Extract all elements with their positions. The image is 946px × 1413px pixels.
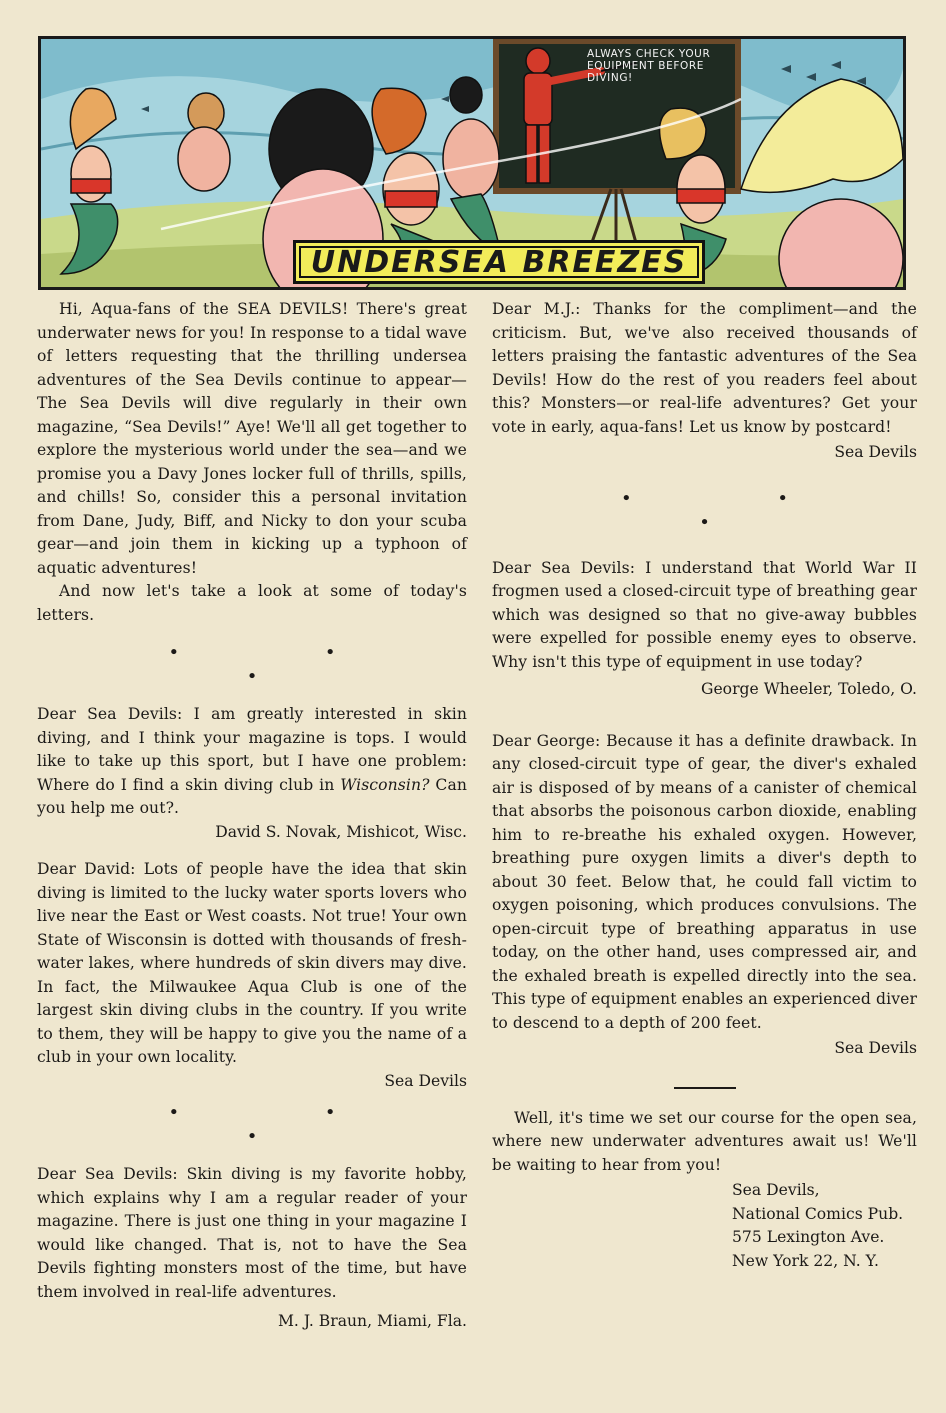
- signature-novak: David S. Novak, Mishicot, Wisc.: [215, 822, 467, 841]
- separator-stars: • • •: [621, 487, 858, 533]
- address-line: National Comics Pub.: [732, 1204, 904, 1223]
- separator-stars: • • •: [168, 1102, 406, 1147]
- reply-george: Dear George: Because it has a definite drawback. In any closed-circuit type of gear, the diver's exhaled air is disposed of by means of a canister of chemical that absorbs the poisonous carbon dioxide, enabling him to re-breathe his exhaled oxygen. However, breathing pure oxygen limits a diver's depth to about 30 feet. Below that, he could fall victim to oxygen poisoning, which produces convulsions. The open-circuit type of breathing apparatus in use today, on the other hand, uses compressed air, and the exhaled breath is expelled directly into the sea. This type of equipment enables an experienced diver to descend to a depth of 200 feet.: [492, 731, 917, 1032]
- intro-closing-paragraph: And now let's take a look at some of today's letters.: [37, 582, 467, 624]
- separator-stars: • • •: [168, 642, 406, 687]
- intro-paragraph: Hi, Aqua-fans of the SEA DEVILS! There's great underwater news for you! In response to a tidal wave of letters requesting that the thrilling undersea adventures of the Sea Devils continue to appear—The Sea Devils will dive regularly in their own magazine, “Sea Devils!” Aye! We'll all get together to explore the mysterious world under the sea—and we promise you a Davy Jones locker full of thrills, spills, and chills! So, consider this a personal invitation from Dane, Judy, Biff, and Nicky to don your scuba gear—and join them in kicking up a typhoon of aquatic adventures!: [37, 300, 467, 577]
- address-line: New York 22, N. Y.: [732, 1251, 879, 1270]
- signature-sea-devils: Sea Devils: [834, 1039, 917, 1057]
- header-illustration-panel: [38, 36, 906, 290]
- signature-braun: M. J. Braun, Miami, Fla.: [277, 1312, 467, 1330]
- letter-braun: Dear Sea Devils: Skin diving is my favorite hobby, which explains why I am a regular reader of your magazine. There is just one thing in your magazine I would like changed. That is, not to have the Sea Devils fighting monsters most of the time, but have them involved in real-life adventures.: [37, 1165, 467, 1301]
- letter-novak-emphasis: Wisconsin?: [340, 775, 430, 794]
- signature-wheeler: George Wheeler, Toledo, O.: [701, 680, 917, 698]
- reply-david: Dear David: Lots of people have the idea that skin diving is limited to the lucky water sports lovers who live near the East or West coasts. Not true! Your own State of Wisconsin is dotted with thousands of fresh-water lakes, where hundreds of skin divers may dive. In fact, the Milwaukee Aqua Club is one of the largest skin diving clubs in the country. If you write to them, they will be happy to give you the name of a club in your own locality.: [37, 860, 467, 1066]
- reply-mj: Dear M.J.: Thanks for the compliment—and the criticism. But, we've also received thousands of letters praising the fantastic adventures of the Sea Devils! How do the rest of you readers feel about this? Monsters—or real-life adventures? Get your vote in early, aqua-fans! Let us know by postcard!: [492, 300, 917, 436]
- letter-wheeler: Dear Sea Devils: I understand that World War II frogmen used a closed-circuit type of breathing gear which was designed so that no give-away bubbles were expelled for possible enemy eyes to observe. Why isn't this type of equipment in use today?: [492, 558, 917, 671]
- left-column: [37, 298, 467, 1334]
- letter-novak-text-end: Can you help me out?.: [37, 775, 467, 817]
- address-line: Sea Devils,: [732, 1181, 820, 1199]
- letter-novak: [37, 703, 467, 821]
- signature-sea-devils: Sea Devils: [384, 1071, 467, 1090]
- signature-sea-devils: Sea Devils: [834, 443, 917, 461]
- closing-paragraph: Well, it's time we set our course for the open sea, where new underwater adventures await us! We'll be waiting to hear from you!: [492, 1108, 917, 1174]
- page-title: UNDERSEA BREEZES: [310, 244, 688, 280]
- page-title-box: [293, 240, 705, 284]
- address-line: 575 Lexington Ave.: [732, 1228, 885, 1246]
- closing-rule: [674, 1087, 736, 1089]
- letter-novak-text: Dear Sea Devils: I am greatly interested in skin diving, and I think your magazine is tops. I would like to take up this sport, but I have one problem: Where do I find a skin diving club in: [37, 705, 467, 794]
- mailing-address: [492, 1179, 917, 1273]
- blackboard-text: ALWAYS CHECK YOUR EQUIPMENT BEFORE DIVING!: [587, 48, 711, 84]
- right-column: [492, 298, 917, 1273]
